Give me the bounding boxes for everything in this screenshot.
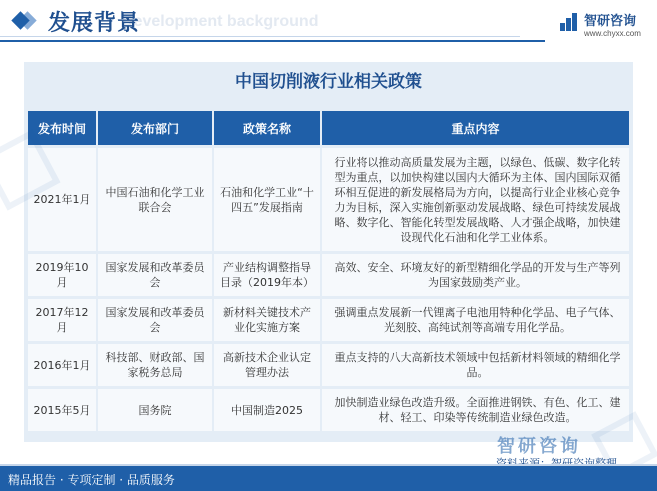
header-divider (0, 36, 520, 37)
header-subtitle: Development background (122, 13, 319, 30)
header-divider (0, 40, 545, 42)
table-row (28, 254, 629, 296)
column-header-content: 重点内容 (320, 111, 629, 145)
brand-url: www.chyxx.com (584, 29, 641, 38)
table-row (28, 389, 629, 431)
cell-dept: 国家发展和改革委员会 (96, 254, 212, 296)
cell-policy: 新材料关键技术产业化实施方案 (212, 299, 320, 341)
cell-policy: 中国制造2025 (212, 389, 320, 431)
cell-dept: 科技部、财政部、国家税务总局 (96, 344, 212, 386)
brand-logo (560, 8, 652, 42)
cell-content: 加快制造业绿色改造升级。全面推进钢铁、有色、化工、建材、轻工、印染等传统制造业绿色改造。 (320, 389, 629, 431)
cell-date: 2016年1月 (28, 344, 96, 386)
bar-chart-icon (560, 11, 582, 31)
table-title: 中国切削液行业相关政策 (235, 72, 422, 92)
cell-date: 2021年1月 (28, 148, 96, 251)
cell-dept: 国务院 (96, 389, 212, 431)
cell-date: 2015年5月 (28, 389, 96, 431)
page-title: 发展背景 (48, 11, 141, 36)
footer-tagline: 精品报告 · 专项定制 · 品质服务 (8, 473, 175, 487)
cell-content: 重点支持的八大高新技术领域中包括新材料领域的精细化学品。 (320, 344, 629, 386)
cell-policy: 产业结构调整指导目录（2019年本） (212, 254, 320, 296)
column-header-policy: 政策名称 (212, 111, 320, 145)
policy-table (28, 108, 629, 434)
cell-content: 高效、安全、环境友好的新型精细化学品的开发与生产等列为国家鼓励类产业。 (320, 254, 629, 296)
column-header-date: 发布时间 (28, 111, 96, 145)
column-header-dept: 发布部门 (96, 111, 212, 145)
cell-date: 2017年12月 (28, 299, 96, 341)
table-header-row (28, 111, 629, 145)
table-row (28, 148, 629, 251)
cell-content: 行业将以推动高质量发展为主题，以绿色、低碳、数字化转型为重点，以加快构建以国内大循环为主体、国内国际双循环相互促进的新发展格局为方向，以提高行业企业核心竞争力为目标，深入实施创新驱动发展战略、绿色可持续发展战略、数字化、智能化转型发展战略、人才强企战略，加快建设现代化石油和化学工业体系。 (320, 148, 629, 251)
cell-content: 强调重点发展新一代锂离子电池用特种化学品、电子气体、光刻胶、高纯试剂等高端专用化学品。 (320, 299, 629, 341)
cell-dept: 国家发展和改革委员会 (96, 299, 212, 341)
source-watermark: 智研咨询 (497, 436, 581, 457)
cell-date: 2019年10月 (28, 254, 96, 296)
page-header (0, 0, 657, 46)
table-row (28, 344, 629, 386)
table-row (28, 299, 629, 341)
policy-panel (24, 62, 633, 442)
cell-policy: 高新技术企业认定管理办法 (212, 344, 320, 386)
footer-bar (0, 466, 657, 491)
cell-policy: 石油和化学工业“十四五”发展指南 (212, 148, 320, 251)
brand-name: 智研咨询 (584, 14, 637, 29)
cell-dept: 中国石油和化学工业联合会 (96, 148, 212, 251)
